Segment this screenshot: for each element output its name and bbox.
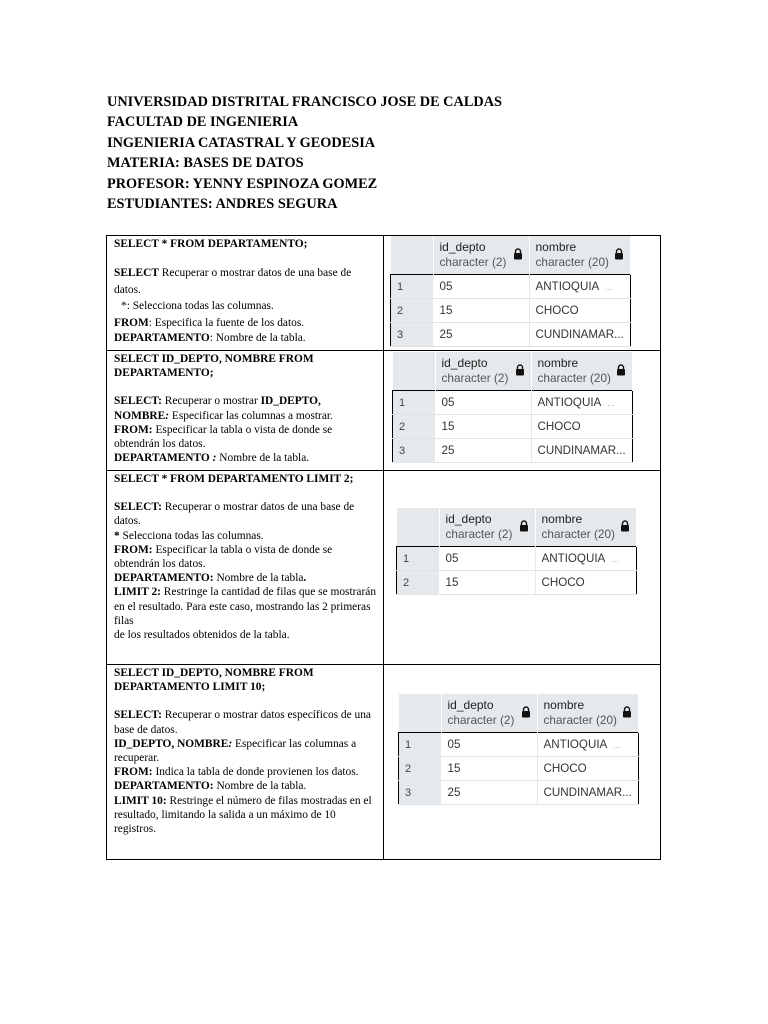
keyword: : bbox=[209, 452, 217, 465]
grid-corner bbox=[397, 508, 440, 547]
cell-nombre[interactable]: CHOCO bbox=[529, 299, 630, 323]
cell-nombre-text: ANTIOQUIA bbox=[543, 738, 608, 751]
row-number: 3 bbox=[391, 323, 434, 347]
column-name: id_depto bbox=[439, 240, 486, 254]
sql-statement: SELECT ID_DEPTO, NOMBRE FROM DEPARTAMENTO LIMIT 10; bbox=[114, 667, 314, 694]
explanation-text: Especificar la tabla o vista de donde se obtendrán los datos. bbox=[114, 543, 333, 571]
column-header-nombre[interactable] bbox=[531, 352, 632, 391]
cell-id-depto[interactable]: 05 bbox=[435, 391, 531, 415]
table-row[interactable] bbox=[393, 415, 633, 439]
cell-id-depto[interactable]: 05 bbox=[433, 275, 529, 299]
ellipsis-icon: ... bbox=[611, 554, 619, 564]
result-cell bbox=[384, 471, 661, 665]
ellipsis-icon: ... bbox=[605, 282, 613, 292]
cell-nombre[interactable]: CUNDINAMAR... bbox=[537, 781, 638, 805]
cell-nombre[interactable] bbox=[529, 275, 630, 299]
explanation-text: *: Selecciona todas las columnas. bbox=[121, 300, 274, 313]
explanation-text: de los resultados obtenidos de la tabla. bbox=[114, 629, 290, 642]
table-row[interactable] bbox=[391, 323, 631, 347]
queries-table bbox=[106, 235, 661, 860]
keyword: DEPARTAMENTO: bbox=[114, 572, 214, 585]
column-type: character (20) bbox=[543, 713, 617, 727]
explanation-text: Nombre de la tabla. bbox=[213, 780, 307, 793]
explanation-text: Especificar la tabla o vista de donde se obtendrán los datos. bbox=[114, 423, 333, 451]
column-type: character (2) bbox=[447, 713, 515, 727]
table-row[interactable] bbox=[399, 781, 639, 805]
keyword: FROM: bbox=[114, 766, 153, 779]
column-name: nombre bbox=[541, 512, 583, 526]
sql-statement: SELECT ID_DEPTO, NOMBRE FROM DEPARTAMENTO; bbox=[114, 353, 314, 380]
explanation-text: Recuperar o mostrar datos de una base de datos. bbox=[114, 267, 352, 297]
row-number: 2 bbox=[393, 415, 436, 439]
result-grid bbox=[398, 694, 639, 805]
column-name: nombre bbox=[535, 240, 577, 254]
cell-nombre-text: ANTIOQUIA bbox=[537, 396, 602, 409]
column-type: character (20) bbox=[537, 371, 611, 385]
cell-id-depto[interactable]: 15 bbox=[433, 299, 529, 323]
lock-icon bbox=[614, 248, 624, 260]
explanation-text: : Especifica la fuente de los datos. bbox=[148, 317, 305, 330]
grid-corner bbox=[399, 694, 442, 733]
table-row[interactable] bbox=[397, 547, 637, 571]
explanation-text: Indica la tabla de donde provienen los datos. bbox=[152, 766, 359, 779]
keyword: SELECT bbox=[114, 267, 159, 280]
row-number: 2 bbox=[391, 299, 434, 323]
explanation-text: Nombre de la tabla bbox=[213, 572, 304, 585]
table-row[interactable] bbox=[391, 299, 631, 323]
explanation-text: Especificar las columnas a mostrar. bbox=[169, 409, 333, 422]
cell-nombre[interactable]: CHOCO bbox=[535, 571, 636, 595]
professor-line: PROFESOR: YENNY ESPINOZA GOMEZ bbox=[107, 175, 378, 192]
row-number: 1 bbox=[393, 391, 436, 415]
query-row bbox=[107, 236, 661, 351]
lock-icon bbox=[519, 520, 529, 532]
keyword: : bbox=[165, 409, 170, 422]
keyword: DEPARTAMENTO bbox=[114, 452, 210, 465]
result-cell bbox=[384, 665, 661, 860]
query-row bbox=[107, 351, 661, 471]
sql-statement: SELECT * FROM DEPARTAMENTO; bbox=[114, 238, 308, 250]
column-type: character (20) bbox=[535, 255, 609, 269]
keyword: : bbox=[228, 737, 233, 750]
cell-nombre[interactable]: CUNDINAMAR... bbox=[531, 439, 632, 463]
ellipsis-icon: ... bbox=[607, 398, 615, 408]
keyword: LIMIT 2: bbox=[114, 586, 161, 599]
cell-id-depto[interactable]: 05 bbox=[439, 547, 535, 571]
cell-nombre-text: ANTIOQUIA bbox=[541, 552, 606, 565]
query-explanation-cell bbox=[107, 236, 384, 351]
keyword: ID_DEPTO, NOMBRE bbox=[114, 737, 229, 750]
cell-nombre-text: ANTIOQUIA bbox=[535, 280, 600, 293]
explanation-text: Restringe el número de filas mostradas en el resultado, limitando la salida a un máximo de 10 registros. bbox=[114, 794, 372, 836]
keyword: * bbox=[114, 529, 120, 542]
row-number: 2 bbox=[397, 571, 440, 595]
cell-id-depto[interactable]: 25 bbox=[441, 781, 537, 805]
query-row bbox=[107, 471, 661, 665]
keyword: FROM: bbox=[114, 543, 153, 556]
table-row[interactable] bbox=[399, 733, 639, 757]
column-header-nombre[interactable] bbox=[535, 508, 636, 547]
explanation-text: Especificar las columnas a recuperar. bbox=[114, 737, 357, 765]
keyword: . bbox=[303, 572, 307, 585]
cell-nombre[interactable]: CHOCO bbox=[537, 757, 638, 781]
table-row[interactable] bbox=[393, 391, 633, 415]
column-type: character (2) bbox=[441, 371, 509, 385]
result-cell bbox=[384, 351, 661, 471]
result-grid bbox=[392, 352, 633, 463]
lock-icon bbox=[616, 364, 626, 376]
column-name: nombre bbox=[537, 356, 579, 370]
keyword: DEPARTAMENTO: bbox=[114, 780, 214, 793]
lock-icon bbox=[515, 364, 525, 376]
table-row[interactable] bbox=[391, 275, 631, 299]
explanation-text: Restringe la cantidad de filas que se mostrarán en el resultado. Para este caso, mostrando las 2 primeras filas bbox=[114, 586, 377, 627]
cell-id-depto[interactable]: 25 bbox=[433, 323, 529, 347]
sql-statement: SELECT * FROM DEPARTAMENTO LIMIT 2; bbox=[114, 473, 354, 485]
table-row[interactable] bbox=[397, 571, 637, 595]
column-type: character (2) bbox=[439, 255, 507, 269]
query-explanation-cell bbox=[107, 665, 384, 860]
query-row bbox=[107, 665, 661, 860]
program-name: INGENIERIA CATASTRAL Y GEODESIA bbox=[107, 134, 376, 151]
keyword: SELECT: bbox=[114, 709, 162, 722]
cell-id-depto[interactable]: 15 bbox=[435, 415, 531, 439]
column-header-id-depto[interactable] bbox=[439, 508, 535, 547]
grid-corner bbox=[393, 352, 436, 391]
cell-id-depto[interactable]: 15 bbox=[441, 757, 537, 781]
column-header-id-depto[interactable] bbox=[441, 694, 537, 733]
lock-icon bbox=[521, 706, 531, 718]
university-name: UNIVERSIDAD DISTRITAL FRANCISCO JOSE DE CALDAS bbox=[107, 94, 502, 110]
result-cell bbox=[384, 236, 661, 351]
column-header-id-depto[interactable] bbox=[433, 236, 529, 275]
cell-nombre[interactable] bbox=[537, 733, 638, 757]
cell-nombre[interactable]: CUNDINAMAR... bbox=[529, 323, 630, 347]
row-number: 1 bbox=[397, 547, 440, 571]
keyword: NOMBRE bbox=[114, 409, 166, 422]
document-header bbox=[107, 92, 667, 214]
result-grid bbox=[390, 236, 631, 347]
column-header-nombre[interactable] bbox=[529, 236, 630, 275]
keyword: FROM: bbox=[114, 423, 153, 436]
column-name: id_depto bbox=[447, 698, 494, 712]
column-header-nombre[interactable] bbox=[537, 694, 638, 733]
cell-id-depto[interactable]: 25 bbox=[435, 439, 531, 463]
keyword: DEPARTAMENTO bbox=[114, 331, 210, 344]
column-name: id_depto bbox=[441, 356, 488, 370]
explanation-text: : Nombre de la tabla. bbox=[209, 331, 306, 344]
cell-id-depto[interactable]: 15 bbox=[439, 571, 535, 595]
explanation-text: Selecciona todas las columnas. bbox=[119, 529, 264, 542]
query-explanation-cell bbox=[107, 471, 384, 665]
lock-icon bbox=[620, 520, 630, 532]
result-grid bbox=[396, 508, 637, 595]
subject-line: MATERIA: BASES DE DATOS bbox=[107, 155, 304, 172]
cell-id-depto[interactable]: 05 bbox=[441, 733, 537, 757]
row-number: 2 bbox=[399, 757, 442, 781]
column-header-id-depto[interactable] bbox=[435, 352, 531, 391]
lock-icon bbox=[513, 248, 523, 260]
keyword: SELECT: bbox=[114, 501, 162, 514]
table-row[interactable] bbox=[393, 439, 633, 463]
row-number: 3 bbox=[393, 439, 436, 463]
faculty-name: FACULTAD DE INGENIERIA bbox=[107, 114, 299, 131]
keyword: FROM bbox=[114, 317, 149, 330]
table-row[interactable] bbox=[399, 757, 639, 781]
ellipsis-icon: ... bbox=[613, 740, 621, 750]
cell-nombre[interactable]: CHOCO bbox=[531, 415, 632, 439]
row-number: 1 bbox=[391, 275, 434, 299]
keyword: SELECT: bbox=[114, 395, 162, 408]
keyword: LIMIT 10: bbox=[114, 794, 167, 807]
explanation-text: Recuperar o mostrar datos específicos de una base de datos. bbox=[114, 709, 371, 736]
row-number: 1 bbox=[399, 733, 442, 757]
cell-nombre[interactable] bbox=[535, 547, 636, 571]
explanation-text: Recuperar o mostrar datos de una base de datos. bbox=[114, 501, 355, 528]
column-name: nombre bbox=[543, 698, 585, 712]
column-type: character (20) bbox=[541, 527, 615, 541]
query-explanation-cell bbox=[107, 351, 384, 471]
cell-nombre[interactable] bbox=[531, 391, 632, 415]
lock-icon bbox=[622, 706, 632, 718]
explanation-text: Nombre de la tabla. bbox=[216, 452, 310, 465]
column-name: id_depto bbox=[445, 512, 492, 526]
column-type: character (2) bbox=[445, 527, 513, 541]
keyword: ID_DEPTO, bbox=[260, 395, 321, 408]
row-number: 3 bbox=[399, 781, 442, 805]
explanation-text: Recuperar o mostrar bbox=[161, 395, 261, 408]
grid-corner bbox=[391, 236, 434, 275]
students-line: ESTUDIANTES: ANDRES SEGURA bbox=[107, 196, 338, 213]
